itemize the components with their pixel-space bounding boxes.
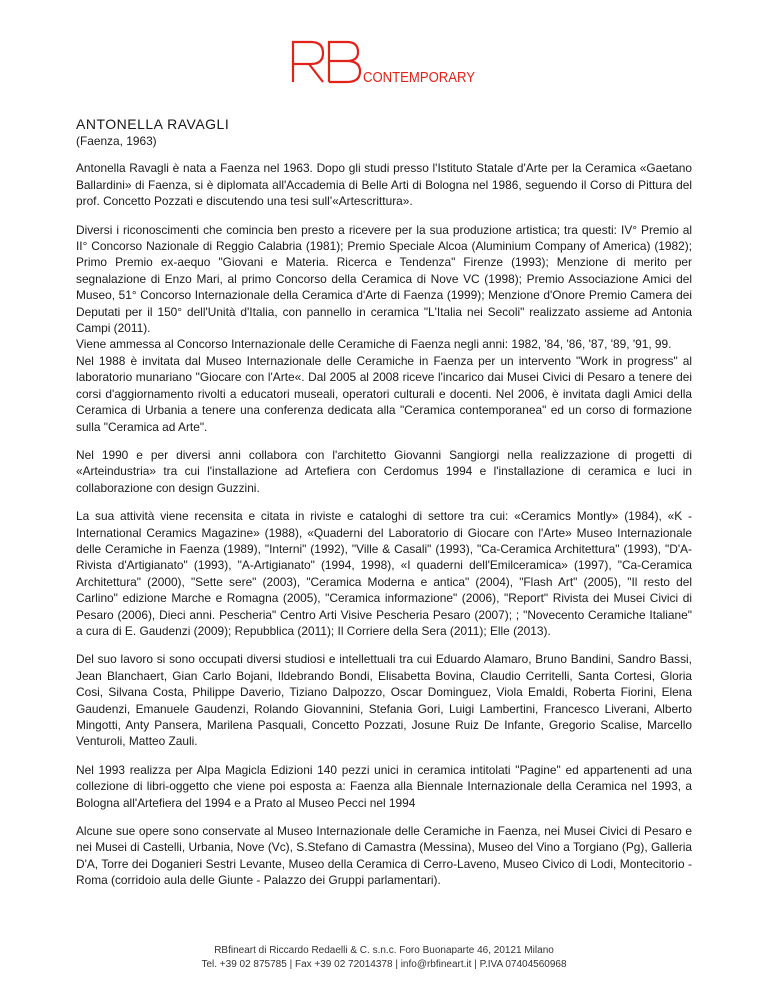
rb-contemporary-logo (0, 38, 768, 91)
paragraph-intro: Antonella Ravagli è nata a Faenza nel 1963. Dopo gli studi presso l'Istituto Statale d'Arte per la Ceramica «Gaetano Ballardini» di Faenza, si è diplomata all'Accademia di Belle Arti di Bologna nel 1986, seguendo il Corso di Pittura del prof. Concetto Pozzati e discutendo una tesi sull'«Artescrittura». (76, 161, 692, 209)
artist-name: ANTONELLA RAVAGLI (76, 116, 230, 132)
paragraph-pagine: Nel 1993 realizza per Alpa Magicla Edizioni 140 pezzi unici in ceramica intitolati "Pagine" ed appartenenti ad una collezione di libri-oggetto che viene poi esposta a: Faenza alla Biennale Internazionale della Ceramica nel 1993, a Bologna all'Artefiera del 1994 e a Prato al Museo Pecci nel 1994 (76, 762, 692, 810)
logo-mark (289, 38, 479, 86)
paragraph-press: La sua attività viene recensita e citata in riviste e cataloghi di settore tra cui: «Ceramics Montly» (1984), «K - International Ceramics Magazine» (1988), «Quaderni del Laboratorio di Giocare con l'Arte» Museo Internazionale delle Ceramiche in Faenza (1989), "Interni" (1992), "Ville & Casali" (1993), "Ca-Ceramica Architettura" (1993), "D'A-Rivista d'Artigianato" (1993), "A-Artigianato" (1994, 1998), «I quaderni dell'Emilceramica» (1997), "Ca-Ceramica Architettura" (2000), "Sette sere" (2003), "Ceramica Moderna e antica" (2004), "Flash Art" (2005), "Il resto del Carlino" edizione Marche e Romagna (2005), "Ceramica informazione" (2006), "Report" Rivista dei Musei Civici di Pesaro (2006), Dieci anni. Pescheria" Centro Arti Visive Pescheria Pesaro (2007); ; "Novecento Ceramiche Italiane" a cura di E. Gaudenzi (2009); Repubblica (2011); Il Corriere della Sera (2011); Elle (2013). (76, 509, 692, 638)
paragraph-admissions: Viene ammessa al Concorso Internazionale delle Ceramiche di Faenza negli anni: 1982, '84, '86, '87, '89, '91, 99. (76, 337, 672, 352)
paragraph-critics: Del suo lavoro si sono occupati diversi studiosi e intellettuali tra cui Eduardo Alamaro, Bruno Bandini, Sandro Bassi, Jean Blanchaert, Gian Carlo Bojani, Ildebrando Bondi, Elisabetta Bovina, Claudio Cerritelli, Santa Cortesi, Gloria Cosi, Silvana Costa, Philippe Daverio, Tiziano Dalpozzo, Oscar Dominguez, Viola Emaldi, Roberta Fiorini, Elena Gaudenzi, Emanuele Gaudenzi, Rolando Giovannini, Stefania Gori, Luigi Lambertini, Francesco Liverani, Alberto Mingotti, Anty Pansera, Marilena Pasquali, Concetto Pozzati, Josune Ruiz De Infante, Gregorio Scalise, Marcello Venturoli, Matteo Zauli. (76, 652, 692, 749)
footer-address: RBfineart di Riccardo Redaelli & C. s.n.c. Foro Buonaparte 46, 20121 Milano (214, 945, 554, 956)
biography (76, 115, 692, 901)
paragraph-teaching: Nel 1988 è invitata dal Museo Internazionale delle Ceramiche in Faenza per un intervento "Work in progress" al laboratorio munariano "Giocare con l'Arte«. Dal 2005 al 2008 riceve l'incarico dai Musei Civici di Pesaro a tenere dei corsi d'aggiornamento rivolti a educatori museali, operatori culturali e docenti. Nel 2006, è invitata dagli Amici della Ceramica di Urbania a tenere una conferenza dedicata alla "Ceramica contemporanea" ed un corso di formazione sulla "Ceramica ad Arte". (76, 353, 692, 434)
paragraph-collaborations: Nel 1990 e per diversi anni collabora con l'architetto Giovanni Sangiorgi nella realizzazione di progetti di «Arteindustria» tra cui l'installazione ad Artefiera con Cerdomus 1994 e l'installazione di ceramica e luci in collaborazione con design Guzzini. (76, 447, 692, 495)
logo-word: CONTEMPORARY (363, 69, 475, 86)
artist-origin: (Faenza, 1963) (76, 134, 157, 148)
paragraph-awards: Diversi i riconoscimenti che comincia ben presto a ricevere per la sua produzione artistica; tra questi: IV° Premio al II° Concorso Nazionale di Reggio Calabria (1981); Premio Speciale Alcoa (Aluminium Company of America) (1982); Primo Premio ex-aequo "Giovani e Materia. Ricerca e Tendenza" Firenze (1993); Menzione di merito per segnalazione di Enzo Mari, al primo Concorso della Ceramica di Nove VC (1998); Premio Associazione Amici del Museo, 51° Concorso Internazionale della Ceramica d'Arte di Faenza (1999); Menzione d'Onore Premio Camera dei Deputati per il 150° dell'Unità d'Italia, con pannello in ceramica "L'Italia nei Secoli" realizzato assieme ad Antonia Campi (2011). (76, 222, 692, 336)
footer-contacts: Tel. +39 02 875785 | Fax +39 02 72014378 | info@rbfineart.it | P.IVA 07404560968 (201, 959, 567, 970)
page-footer (0, 944, 768, 972)
paragraph-collections: Alcune sue opere sono conservate al Museo Internazionale delle Ceramiche in Faenza, nei Musei Civici di Pesaro e nei Musei di Castelli, Urbania, Nove (Vc), S.Stefano di Camastra (Messina), Museo del Vino a Torgiano (Pg), Galleria D'A, Torre dei Doganieri Sestri Levante, Museo della Ceramica di Cerro-Laveno, Museo Civico di Lodi, Montecitorio - Roma (corridoio aula delle Giunte - Palazzo dei Gruppi parlamentari). (76, 824, 692, 888)
